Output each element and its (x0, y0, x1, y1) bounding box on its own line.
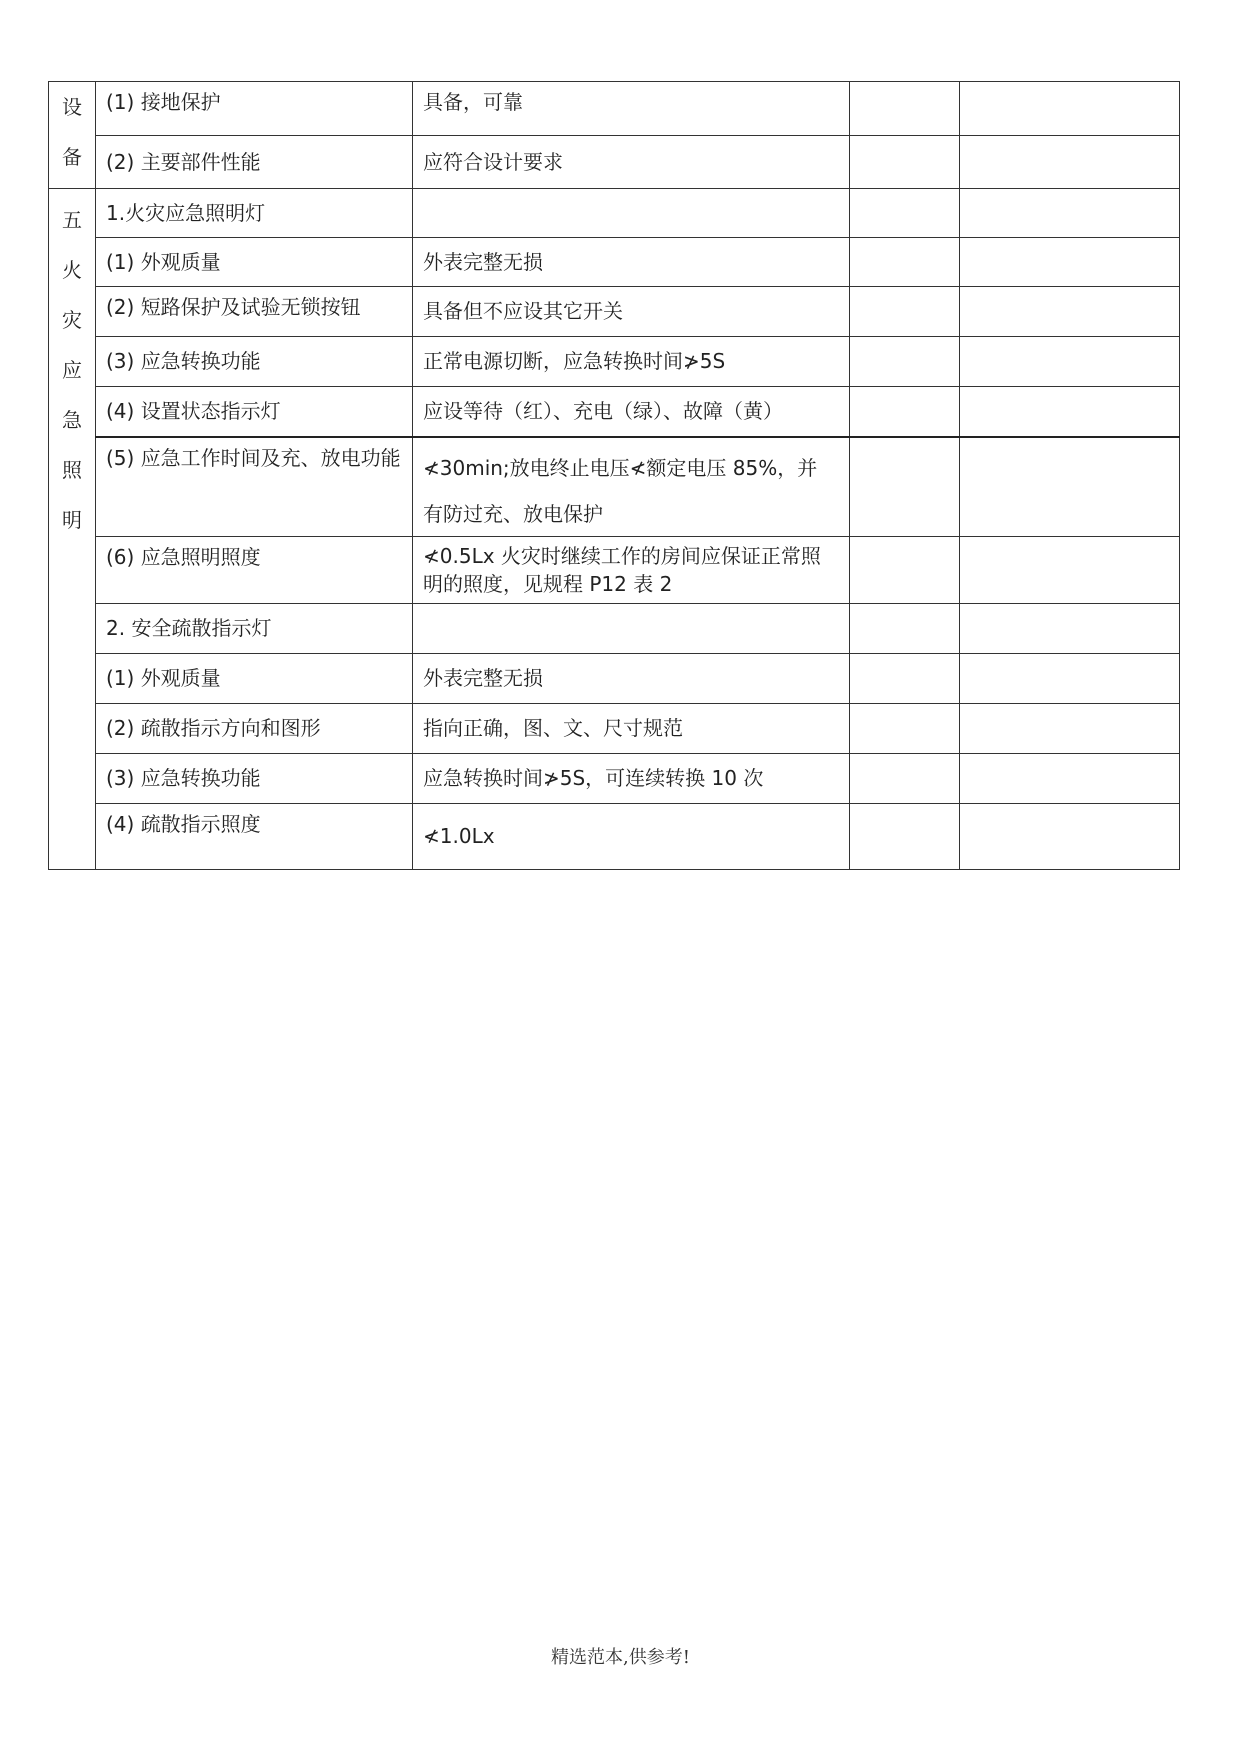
table-row (49, 337, 1180, 387)
category-fire-emergency-lighting: 五 火 灾 应 急 照 明 (49, 189, 96, 870)
remark-cell (960, 437, 1180, 537)
table-row (49, 437, 1180, 537)
remark-cell (960, 82, 1180, 136)
page-footer: 精选范本,供参考! (551, 1647, 690, 1668)
result-cell (850, 536, 960, 603)
remark-cell (960, 803, 1180, 869)
requirement-cell: 正常电源切断，应急转换时间≯5S (413, 337, 850, 387)
item-cell: (2) 主要部件性能 (96, 136, 413, 189)
result-cell (850, 803, 960, 869)
result-cell (850, 387, 960, 437)
result-cell (850, 703, 960, 753)
result-cell (850, 603, 960, 653)
table-row (49, 136, 1180, 189)
result-cell (850, 337, 960, 387)
requirement-cell: ≮1.0Lx (413, 803, 850, 869)
requirement-cell: 应符合设计要求 (413, 136, 850, 189)
item-cell: (3) 应急转换功能 (96, 337, 413, 387)
table-row (49, 189, 1180, 238)
requirement-cell (413, 189, 850, 238)
remark-cell (960, 603, 1180, 653)
item-cell: (2) 短路保护及试验无锁按钮 (96, 287, 413, 337)
result-cell (850, 82, 960, 136)
item-cell: (1) 接地保护 (96, 82, 413, 136)
result-cell (850, 136, 960, 189)
requirement-cell: 应急转换时间≯5S，可连续转换 10 次 (413, 753, 850, 803)
requirement-cell: ≮30min;放电终止电压≮额定电压 85%，并 有防过充、放电保护 (413, 437, 850, 537)
item-cell: (4) 疏散指示照度 (96, 803, 413, 869)
remark-cell (960, 536, 1180, 603)
table-row (49, 753, 1180, 803)
remark-cell (960, 189, 1180, 238)
item-cell: (1) 外观质量 (96, 238, 413, 287)
item-cell: 1.火灾应急照明灯 (96, 189, 413, 238)
result-cell (850, 287, 960, 337)
item-cell: (4) 设置状态指示灯 (96, 387, 413, 437)
result-cell (850, 238, 960, 287)
requirement-cell (413, 603, 850, 653)
item-cell: (1) 外观质量 (96, 653, 413, 703)
item-cell: (5) 应急工作时间及充、放电功能 (96, 437, 413, 537)
category-equipment: 设 备 (49, 82, 96, 189)
remark-cell (960, 238, 1180, 287)
table-row (49, 703, 1180, 753)
remark-cell (960, 287, 1180, 337)
result-cell (850, 437, 960, 537)
table-row (49, 82, 1180, 136)
table-row (49, 387, 1180, 437)
remark-cell (960, 387, 1180, 437)
table-row (49, 803, 1180, 869)
item-cell: (2) 疏散指示方向和图形 (96, 703, 413, 753)
item-cell: (3) 应急转换功能 (96, 753, 413, 803)
requirement-cell: 指向正确，图、文、尺寸规范 (413, 703, 850, 753)
inspection-table (48, 81, 1180, 870)
result-cell (850, 753, 960, 803)
requirement-cell: 外表完整无损 (413, 238, 850, 287)
item-cell: (6) 应急照明照度 (96, 536, 413, 603)
result-cell (850, 189, 960, 238)
table-row (49, 653, 1180, 703)
table-row (49, 238, 1180, 287)
table-row (49, 536, 1180, 603)
requirement-cell: 具备，可靠 (413, 82, 850, 136)
requirement-cell: ≮0.5Lx 火灾时继续工作的房间应保证正常照明的照度，见规程 P12 表 2 (413, 536, 850, 603)
table-row (49, 603, 1180, 653)
requirement-cell: 具备但不应设其它开关 (413, 287, 850, 337)
item-cell: 2. 安全疏散指示灯 (96, 603, 413, 653)
remark-cell (960, 753, 1180, 803)
result-cell (850, 653, 960, 703)
remark-cell (960, 703, 1180, 753)
remark-cell (960, 653, 1180, 703)
requirement-cell: 外表完整无损 (413, 653, 850, 703)
remark-cell (960, 136, 1180, 189)
remark-cell (960, 337, 1180, 387)
table-row (49, 287, 1180, 337)
requirement-cell: 应设等待（红）、充电（绿）、故障（黄） (413, 387, 850, 437)
